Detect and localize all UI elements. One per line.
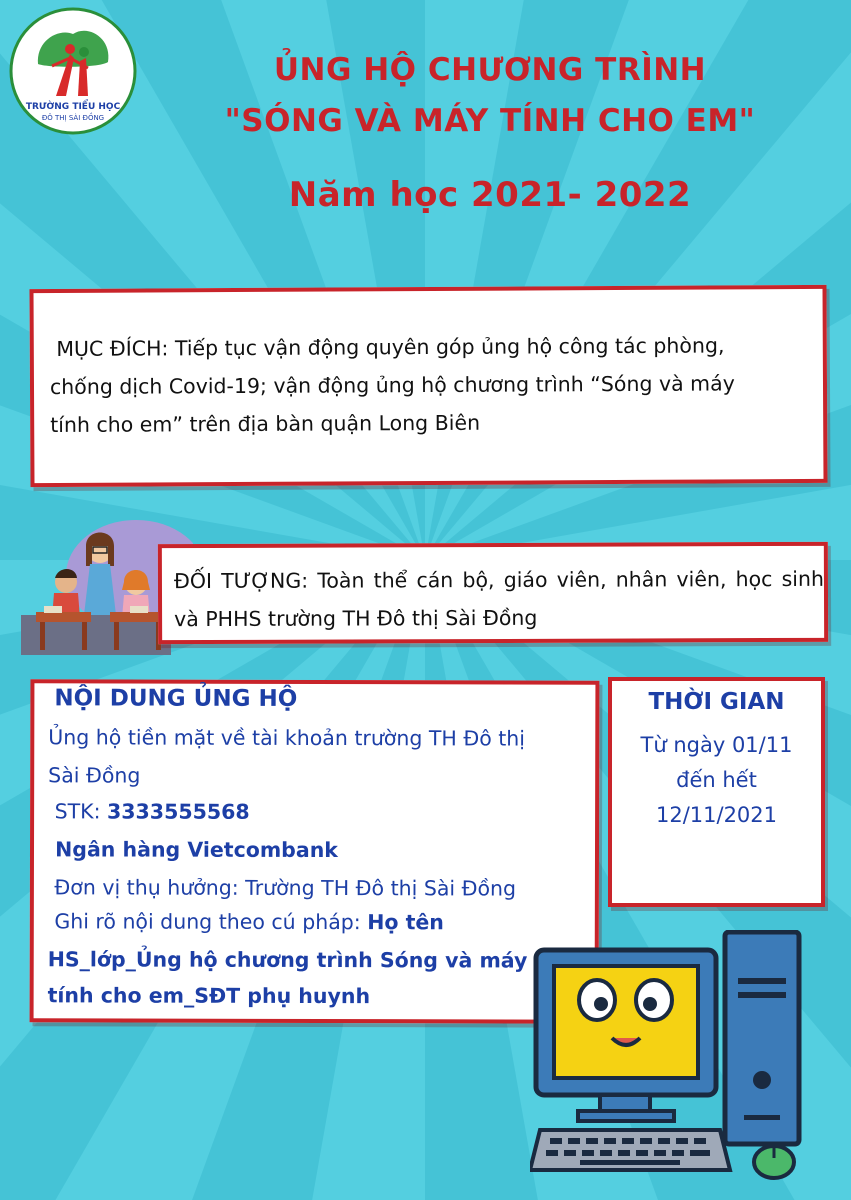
logo-subname: ĐÔ THỊ SÀI ĐỒNG: [41, 114, 105, 122]
purpose-line-3: tính cho em” trên địa bàn quận Long Biên: [50, 410, 481, 437]
time-card: [608, 677, 825, 907]
time-line-2: đến hết: [676, 768, 757, 792]
time-line-1: Từ ngày 01/11: [640, 733, 793, 757]
purpose-line-1: MỤC ĐÍCH: Tiếp tục vận động quyên góp ủng hộ công tác phòng,: [49, 333, 725, 361]
syntax-value-3: tính cho em_SĐT phụ huynh: [47, 983, 371, 1009]
syntax-value-1: Họ tên: [367, 910, 444, 935]
school-logo: [8, 6, 138, 136]
donation-content-card: [30, 679, 600, 1023]
syntax-row: [48, 909, 593, 934]
syntax-label: Ghi rõ nội dung theo cú pháp:: [47, 909, 368, 935]
title-line-1: ỦNG HỘ CHƯƠNG TRÌNH: [273, 52, 707, 88]
title-line-2: "SÓNG VÀ MÁY TÍNH CHO EM": [224, 103, 756, 139]
purpose-text: [50, 326, 816, 444]
syntax-value-2: HS_lớp_Ủng hộ chương trình Sóng và máy: [47, 947, 528, 973]
target-card: [158, 542, 828, 644]
account-number-row: [48, 799, 593, 824]
time-title: THỜI GIAN: [648, 689, 785, 715]
account-number-value: 3333555568: [106, 799, 250, 824]
beneficiary: Đơn vị thụ hưởng: Trường TH Đô thị Sài Đồng: [47, 875, 517, 901]
content-line-2: Sài Đồng: [48, 763, 141, 788]
target-text: ĐỐI TƯỢNG: Toàn thể cán bộ, giáo viên, nhân viên, học sinh và PHHS trường TH Đô thị Sài Đồng: [173, 566, 824, 632]
purpose-card: [29, 285, 827, 487]
content-title: NỘI DUNG ỦNG HỘ: [54, 685, 298, 712]
content-line-1: Ủng hộ tiền mặt về tài khoản trường TH Đô thị: [48, 725, 526, 751]
account-number-label: STK:: [48, 799, 108, 824]
logo-name: TRƯỜNG TIỂU HỌC: [25, 102, 121, 112]
computer-illustration: [530, 930, 830, 1192]
school-year: Năm học 2021- 2022: [288, 175, 692, 215]
bank-name: Ngân hàng Vietcombank: [47, 837, 338, 863]
purpose-line-2: chống dịch Covid-19; vận động ủng hộ chương trình “Sóng và máy: [49, 371, 735, 399]
time-line-3: 12/11/2021: [655, 803, 778, 827]
